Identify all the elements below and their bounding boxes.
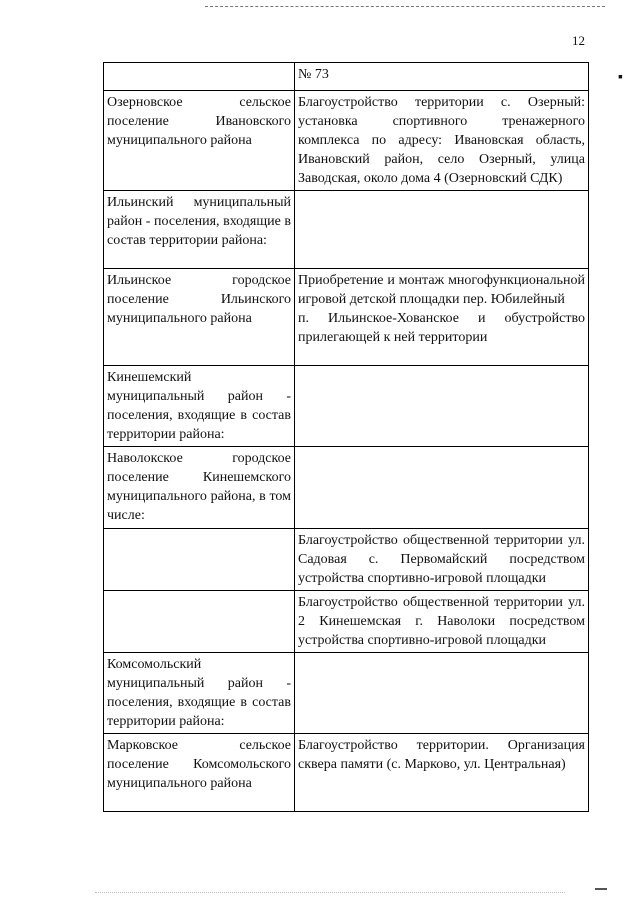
table-row [104,447,589,529]
table-cell-municipality: Наволокское городское поселение Кинешемского муниципального района, в том числе: [104,447,295,529]
table-cell-municipality: Ильинское городское поселение Ильинского муниципального района [104,269,295,366]
bottom-scan-mark [595,888,607,890]
table-row [104,91,589,191]
table-cell-municipality: Ильинский муниципальный район - поселения, входящие в состав территории района: [104,191,295,269]
table-row [104,734,589,812]
table-cell-municipality: Кинешемский муниципальный район - поселения, входящие в состав территории района: [104,366,295,447]
table-cell-municipality [104,591,295,653]
table-cell-municipality: Озерновское сельское поселение Ивановского муниципального района [104,91,295,191]
table-cell-project [295,191,589,269]
table-cell-empty [104,63,295,91]
table-cell-municipality: Марковское сельское поселение Комсомольского муниципального района [104,734,295,812]
table-cell-project: Благоустройство территории. Организация сквера памяти (с. Марково, ул. Центральная) [295,734,589,812]
table-cell-project: Приобретение и монтаж многофункциональной игровой детской площадки пер. Юбилейный п. Ильинское-Хованское и обустройство прилегающей к ней территории [295,269,589,366]
table-cell-project: Благоустройство общественной территории ул. Садовая с. Первомайский посредством устройства спортивно-игровой площадки [295,529,589,591]
page-number: 12 [572,33,585,48]
table-row [104,191,589,269]
table-row [104,63,589,91]
table-cell-project [295,366,589,447]
table-cell-project: Благоустройство общественной территории ул. 2 Кинешемская г. Наволоки посредством устройства спортивно-игровой площадки [295,591,589,653]
table-row [104,653,589,734]
table-row [104,529,589,591]
table-cell-municipality [104,529,295,591]
table-row [104,269,589,366]
table-row [104,366,589,447]
table-cell-project: Благоустройство территории с. Озерный: установка спортивного тренажерного комплекса по адресу: Ивановская область, Ивановский район, село Озерный, улица Заводская, около дома 4 (Озерновский СДК) [295,91,589,191]
top-scan-rule [205,6,605,7]
allocation-table [103,62,589,812]
table-cell-project [295,653,589,734]
table-cell-municipality: Комсомольский муниципальный район - поселения, входящие в состав территории района: [104,653,295,734]
table-header-number: № 73 [295,63,589,91]
table-row [104,591,589,653]
bottom-scan-rule [95,892,565,893]
table-cell-project [295,447,589,529]
margin-mark: ▪ [618,70,623,85]
